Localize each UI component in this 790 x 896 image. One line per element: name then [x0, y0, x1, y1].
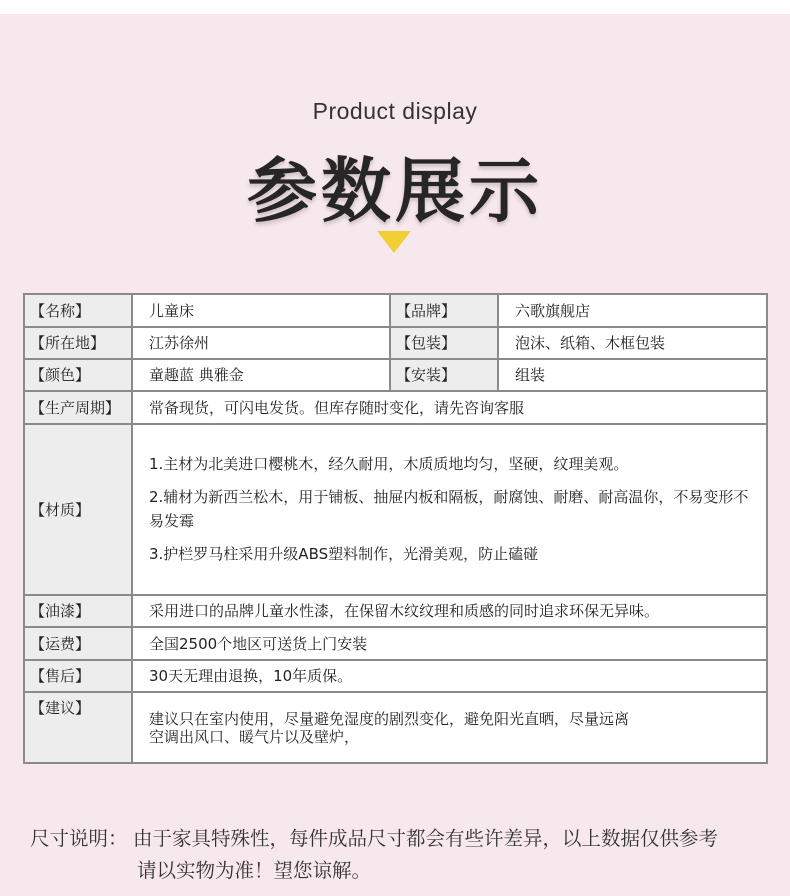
table-row — [24, 391, 767, 424]
advice-line-1: 建议只在室内使用，尽量避免湿度的剧烈变化，避免阳光直晒，尽量远离 — [149, 709, 630, 728]
table-row — [24, 294, 767, 327]
spec-table — [23, 293, 768, 764]
install-value: 组装 — [498, 359, 767, 391]
material-label: 【材质】 — [24, 424, 132, 595]
section-title: 参数展示 — [247, 150, 543, 232]
size-note-line-1: 由于家具特殊性，每件成品尺寸都会有些许差异，以上数据仅供参考 — [133, 827, 719, 850]
table-row — [24, 424, 767, 595]
cycle-label: 【生产周期】 — [24, 391, 132, 424]
install-label: 【安装】 — [390, 359, 498, 391]
table-row — [24, 327, 767, 359]
size-note-line-2: 请以实物为准！望您谅解。 — [137, 859, 372, 882]
size-note — [30, 823, 780, 887]
paint-label: 【油漆】 — [24, 595, 132, 627]
size-note-label: 尺寸说明： — [30, 827, 128, 850]
origin-value: 江苏徐州 — [132, 327, 390, 359]
shipping-value: 全国2500个地区可送货上门安装 — [132, 627, 767, 660]
paint-value: 采用进口的品牌儿童水性漆，在保留木纹纹理和质感的同时追求环保无异味。 — [132, 595, 767, 627]
advice-label: 【建议】 — [24, 692, 132, 763]
table-row — [24, 359, 767, 391]
package-value: 泡沫、纸箱、木框包装 — [498, 327, 767, 359]
cycle-value: 常备现货，可闪电发货。但库存随时变化，请先咨询客服 — [132, 391, 767, 424]
advice-value — [132, 692, 767, 763]
table-row — [24, 595, 767, 627]
brand-label: 【品牌】 — [390, 294, 498, 327]
color-value: 童趣蓝 典雅金 — [132, 359, 390, 391]
color-label: 【颜色】 — [24, 359, 132, 391]
material-line-3: 3.护栏罗马柱采用升级ABS塑料制作，光滑美观，防止磕碰 — [149, 544, 539, 563]
origin-label: 【所在地】 — [24, 327, 132, 359]
table-row — [24, 627, 767, 660]
material-value — [132, 424, 767, 595]
package-label: 【包装】 — [390, 327, 498, 359]
down-triangle-icon — [377, 231, 411, 253]
shipping-label: 【运费】 — [24, 627, 132, 660]
advice-line-2: 空调出风口、暖气片以及壁炉， — [149, 727, 360, 746]
table-row — [24, 660, 767, 692]
table-row — [24, 692, 767, 763]
brand-value: 六歌旗舰店 — [498, 294, 767, 327]
name-label: 【名称】 — [24, 294, 132, 327]
top-band — [0, 0, 790, 14]
section-subtitle: Product display — [312, 98, 478, 124]
aftersale-label: 【售后】 — [24, 660, 132, 692]
material-line-1: 1.主材为北美进口樱桃木，经久耐用，木质质地均匀，坚硬，纹理美观。 — [149, 455, 629, 473]
name-value: 儿童床 — [132, 294, 390, 327]
aftersale-value: 30天无理由退换，10年质保。 — [132, 660, 767, 692]
material-line-2: 2.辅材为新西兰松木，用于铺板、抽屉内板和隔板，耐腐蚀、耐磨、耐高温你，不易变形不易发霉 — [149, 488, 749, 530]
